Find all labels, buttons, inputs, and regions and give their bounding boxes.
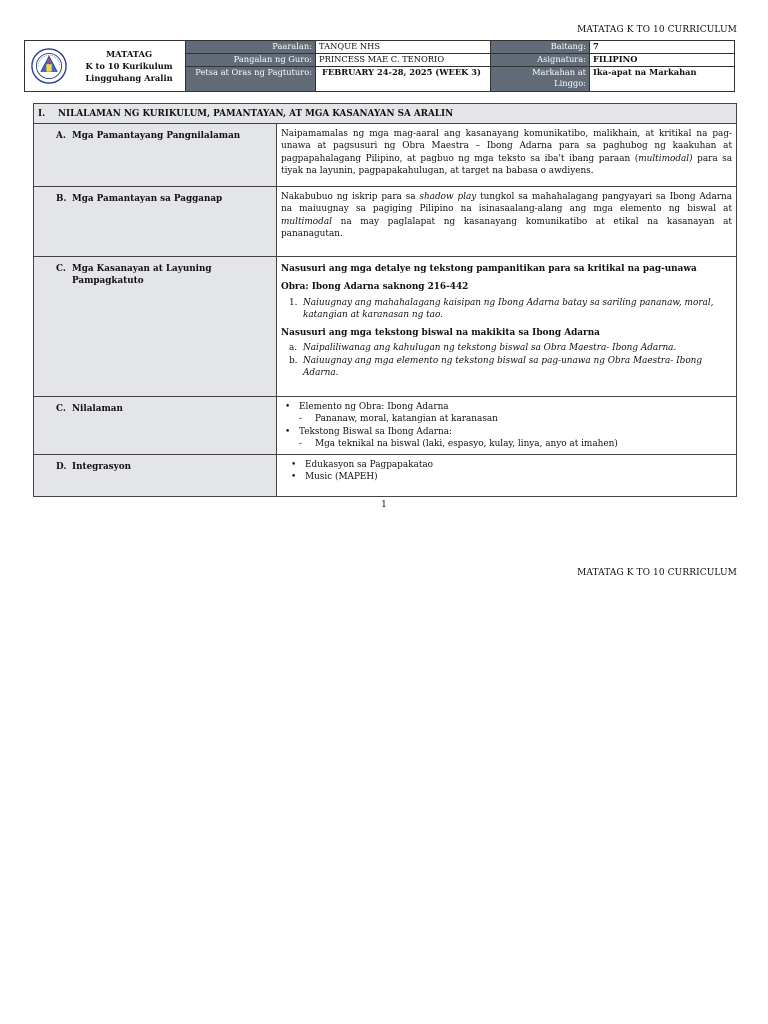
asignatura-value: FILIPINO [590, 54, 735, 67]
kasanayan-heading-2: Obra: Ibong Adarna saknong 216-442 [281, 282, 469, 293]
row-label-integrasyon: D. Integrasyon [34, 455, 277, 497]
row-label-pangnilalaman: A. Mga Pamantayang Pangnilalaman [34, 124, 277, 187]
dash-icon: - [299, 438, 302, 449]
nilalaman-content [277, 397, 737, 455]
kasanayan-heading-3: Nasusuri ang mga tekstong biswal na makikita sa Ibong Adarna [281, 328, 600, 339]
brand-block [25, 41, 186, 92]
paaralan-value: TANQUE NHS [316, 41, 491, 54]
row-label-nilalaman: C. Nilalaman [34, 397, 277, 455]
list-item: a. Naipaliliwanag ang kahulugan ng tekstong biswal sa Obra Maestra- Ibong Adarna. [289, 343, 677, 354]
bullet-dot-icon: • [291, 460, 297, 471]
markahan-label: Markahan at Linggo: [491, 67, 590, 92]
markahan-value: Ika-apat na Markahan [590, 67, 735, 92]
section-i-header: I. NILALAMAN NG KURIKULUM, PAMANTAYAN, AT MGA KASANAYAN SA ARALIN [34, 104, 737, 124]
petsa-label: Petsa at Oras ng Pagtuturo: [186, 67, 316, 92]
list-item: • Music (MAPEH) [287, 471, 732, 483]
bullet-dot-icon: • [285, 402, 291, 412]
curriculum-content-table [33, 103, 737, 497]
dash-icon: - [299, 414, 302, 425]
kasanayan-heading-1: Nasusuri ang mga detalye ng tekstong pampanitikan para sa kritikal na pag-unawa [281, 264, 697, 274]
curriculum-label: MATATAG K TO 10 CURRICULUM [577, 25, 737, 35]
page-number: 1 [381, 500, 387, 510]
objectives-list-2 [281, 342, 732, 379]
guro-label: Pangalan ng Guro: [186, 54, 316, 67]
row-label-pagganap: B. Mga Pamantayan sa Pagganap [34, 187, 277, 257]
list-item: - Mga teknikal na biswal (laki, espasyo, kulay, linya, anyo at imahen) [299, 438, 618, 449]
list-item: • Tekstong Biswal sa Ibong Adarna: [281, 426, 732, 438]
baitang-label: Baitang: [491, 41, 590, 54]
lesson-header-table [24, 40, 735, 92]
paaralan-label: Paaralan: [186, 41, 316, 54]
curriculum-label-page-2: MATATAG K TO 10 CURRICULUM [577, 568, 737, 578]
list-item: • Edukasyon sa Pagpapakatao [287, 459, 732, 471]
asignatura-label: Asignatura: [491, 54, 590, 67]
list-item: 1. Naiuugnay ang mahahalagang kaisipan ng Ibong Adarna batay sa sariling pananaw, moral, katangian at karanasan ng tao. [289, 297, 714, 320]
petsa-value: FEBRUARY 24-28, 2025 (WEEK 3) [316, 67, 491, 92]
guro-value: PRINCESS MAE C. TENORIO [316, 54, 491, 67]
deped-seal-icon [31, 48, 67, 84]
pagganap-text: Nakabubuo ng iskrip para sa shadow play tungkol sa mahahalagang pangyayari sa Ibong Adarna na maiuugnay sa pagiging Pilipino na isinasaalang-alang ang mga elemento ng biswal at multimodal na may paglalapat ng kasanayang komunikatibo at etikal na kasanayan at pananagutan. [277, 187, 737, 257]
bullet-dot-icon: • [291, 472, 297, 483]
list-item: • Elemento ng Obra: Ibong Adarna [281, 401, 732, 413]
objectives-list-1 [281, 297, 732, 322]
baitang-value: 7 [590, 41, 735, 54]
list-item: b. Naiuugnay ang mga elemento ng tekstong biswal sa pag-unawa ng Obra Maestra- Ibong Adarna. [289, 355, 703, 379]
kasanayan-content [277, 257, 737, 397]
bullet-dot-icon: • [285, 426, 291, 437]
list-item: - Pananaw, moral, katangian at karanasan [299, 414, 498, 425]
row-label-kasanayan: C. Mga Kasanayan at Layuning Pampagkatuto [34, 257, 277, 397]
integrasyon-content [277, 455, 737, 497]
brand-title: MATATAG K to 10 Kurikulum Lingguhang Aralin [85, 49, 173, 83]
pangnilalaman-text: Naipamamalas ng mga mag-aaral ang kasanayang komunikatibo, malikhain, at kritikal na pag-unawa at pagsusuri ng Obra Maestra – Ibong Adarna para sa paghubog ng kaakuhan at pagpapahalagang Pilipino, at pagbuo ng mga teksto sa iba't ibang paraan (multimodal) para sa tiyak na layunin, pagpapakahulugan, at target na babasa o awdiyens. [277, 124, 737, 187]
